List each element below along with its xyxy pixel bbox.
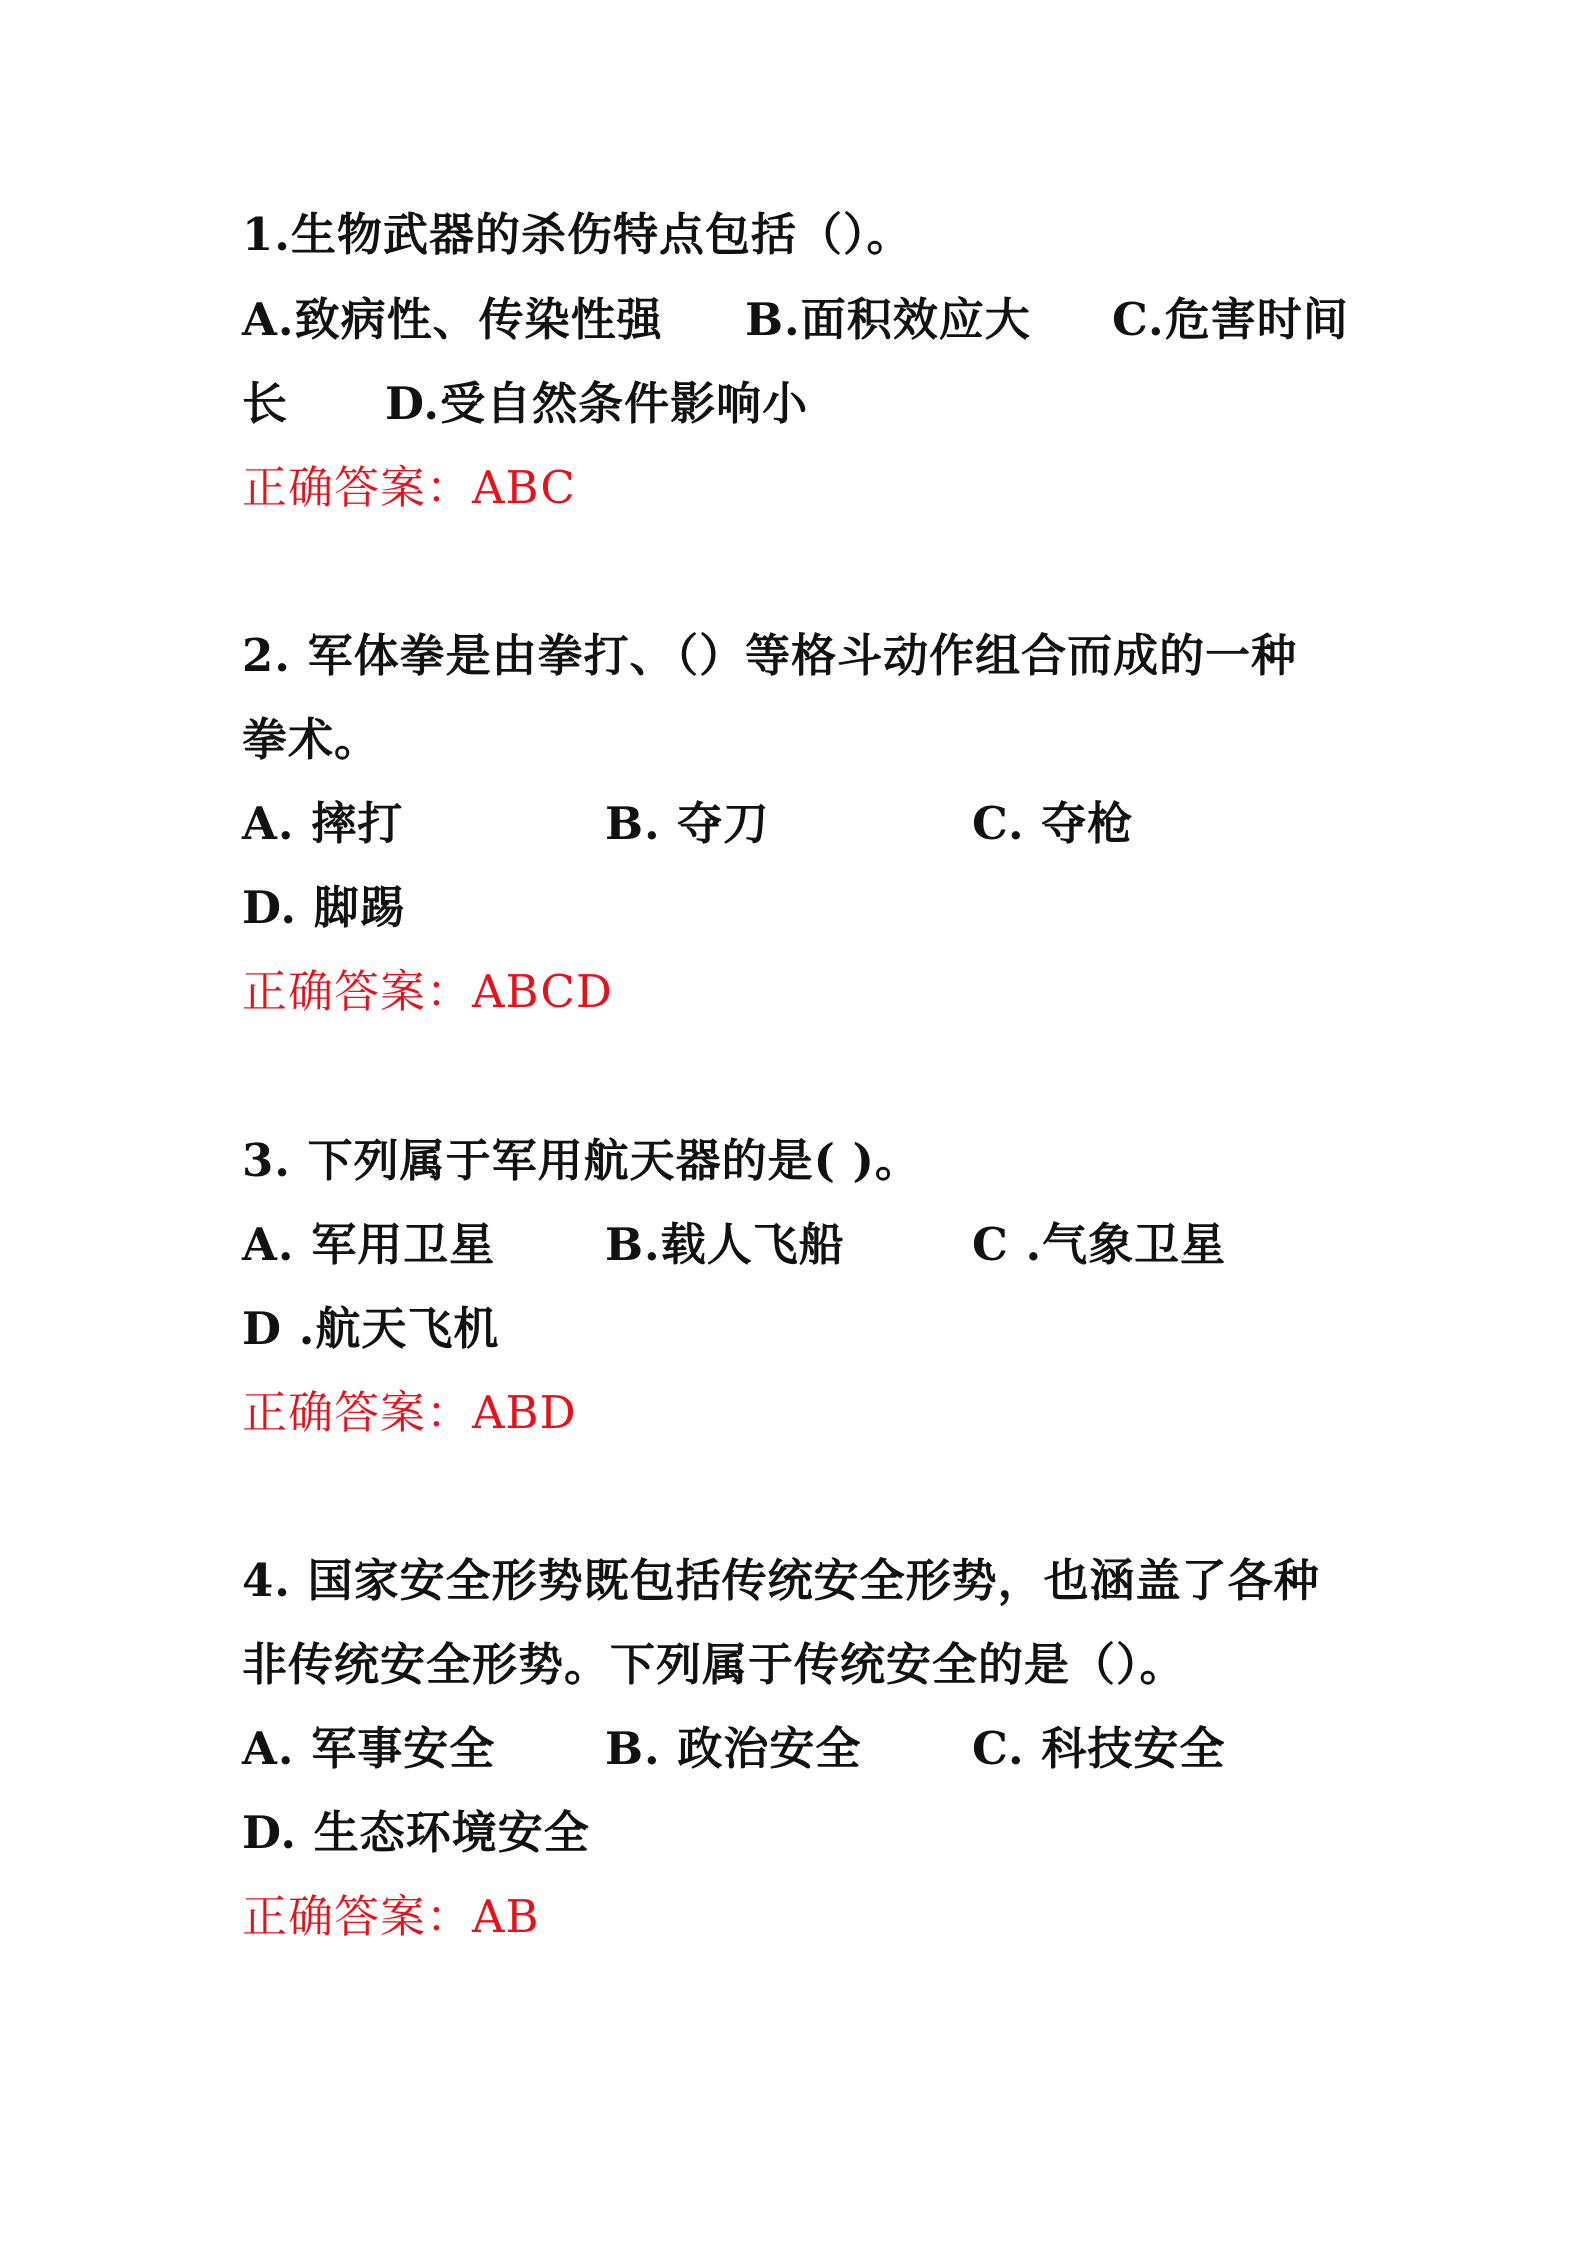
question-1-option-d: D.受自然条件影响小 [385, 377, 809, 430]
question-3-answer: 正确答案：ABD [242, 1386, 577, 1439]
question-2-option-d: D. 脚踢 [242, 881, 406, 934]
question-3-option-a: A. 军用卫星 [242, 1218, 496, 1271]
question-2-stem-line-2: 拳术。 [242, 713, 381, 766]
question-3-option-b: B.载人飞船 [605, 1218, 845, 1271]
question-4-option-b: B. 政治安全 [605, 1722, 862, 1775]
question-2-option-b: B. 夺刀 [605, 797, 770, 850]
question-2-stem-line-1: 2. 军体拳是由拳打、（）等格斗动作组合而成的一种 [242, 629, 1298, 682]
question-3-option-c: C .气象卫星 [972, 1218, 1227, 1271]
question-2-option-c: C. 夺枪 [972, 797, 1134, 850]
question-1-stem: 1.生物武器的杀伤特点包括（）。 [242, 208, 913, 261]
question-1-option-c-continued: 长 [242, 377, 289, 430]
question-2-option-a: A. 摔打 [242, 797, 404, 850]
question-1-answer: 正确答案：ABC [242, 461, 576, 514]
question-4-option-d: D. 生态环境安全 [242, 1806, 590, 1859]
question-1-option-b: B.面积效应大 [745, 293, 1031, 346]
question-4-stem-line-1: 4. 国家安全形势既包括传统安全形势，也涵盖了各种 [242, 1554, 1320, 1607]
question-4-stem-line-2: 非传统安全形势。下列属于传统安全的是（）。 [242, 1638, 1186, 1691]
question-4-answer: 正确答案：AB [242, 1890, 540, 1943]
question-3-stem: 3. 下列属于军用航天器的是( )。 [242, 1134, 921, 1187]
question-2-answer: 正确答案：ABCD [242, 965, 613, 1018]
question-4-option-c: C. 科技安全 [972, 1722, 1226, 1775]
question-1-option-c: C.危害时间 [1112, 293, 1349, 346]
question-3-option-d: D .航天飞机 [242, 1302, 500, 1355]
question-1-option-a: A.致病性、传染性强 [242, 293, 663, 346]
question-4-option-a: A. 军事安全 [242, 1722, 496, 1775]
